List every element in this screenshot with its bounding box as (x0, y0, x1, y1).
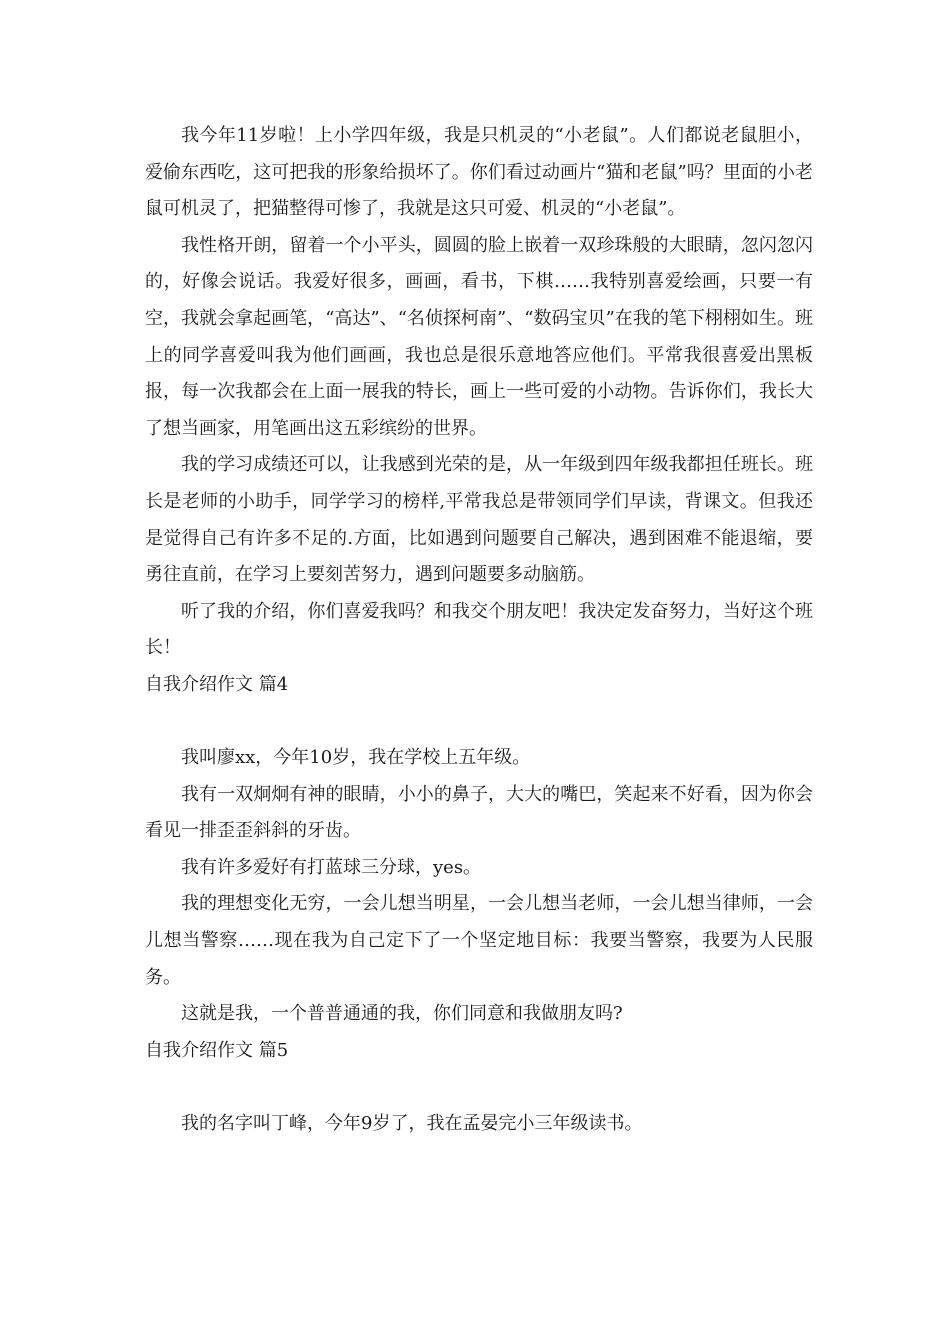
section-heading: 自我介绍作文 篇4 (145, 673, 289, 695)
paragraph: 我今年11岁啦！上小学四年级，我是只机灵的“小老鼠”。人们都说老鼠胆小，爱偷东西吃，这可把我的形象给损坏了。你们看过动画片“猫和老鼠”吗？里面的小老鼠可机灵了，把猫整得可惨了，我就是这只可爱、机灵的“小老鼠”。 (145, 125, 813, 220)
spacer (145, 704, 813, 741)
paragraph: 这就是我，一个普普通通的我，你们同意和我做朋友吗? (181, 1003, 623, 1025)
paragraph: 我有一双炯炯有神的眼睛，小小的鼻子，大大的嘴巴，笑起来不好看，因为你会看见一排歪歪斜斜的牙齿。 (145, 783, 813, 842)
paragraph: 我叫廖xx，今年10岁，我在学校上五年级。 (181, 747, 531, 769)
paragraph: 我的学习成绩还可以，让我感到光荣的是，从一年级到四年级我都担任班长。班长是老师的小助手，同学学习的榜样,平常我总是带领同学们早读，背课文。但我还是觉得自己有许多不足的.方面，比如遇到问题要自己解决，遇到困难不能退缩，要勇往直前，在学习上要刻苦努力，遇到问题要多动脑筋。 (145, 454, 813, 586)
spacer (145, 1069, 813, 1106)
paragraph: 我性格开朗，留着一个小平头，圆圆的脸上嵌着一双珍珠般的大眼睛，忽闪忽闪的，好像会说话。我爱好很多，画画，看书，下棋……我特别喜爱绘画，只要一有空，我就会拿起画笔，“高达”、“名侦探柯南”、“数码宝贝”在我的笔下栩栩如生。班上的同学喜爱叫我为他们画画，我也总是很乐意地答应他们。平常我很喜爱出黑板报，每一次我都会在上面一展我的特长，画上一些可爱的小动物。告诉你们，我长大了想当画家，用笔画出这五彩缤纷的世界。 (145, 234, 813, 439)
paragraph: 我有许多爱好有打蓝球三分球，yes。 (181, 856, 482, 878)
paragraph: 我的理想变化无穷，一会儿想当明星，一会儿想当老师，一会儿想当律师，一会儿想当警察……现在我为自己定下了一个坚定地目标：我要当警察，我要为人民服务。 (145, 893, 813, 988)
section-heading: 自我介绍作文 篇5 (145, 1039, 289, 1061)
paragraph: 我的名字叫丁峰，今年9岁了，我在孟晏完小三年级读书。 (181, 1113, 643, 1135)
paragraph: 听了我的介绍，你们喜爱我吗？和我交个朋友吧！我决定发奋努力，当好这个班长！ (145, 600, 813, 659)
article-body (145, 118, 813, 1143)
